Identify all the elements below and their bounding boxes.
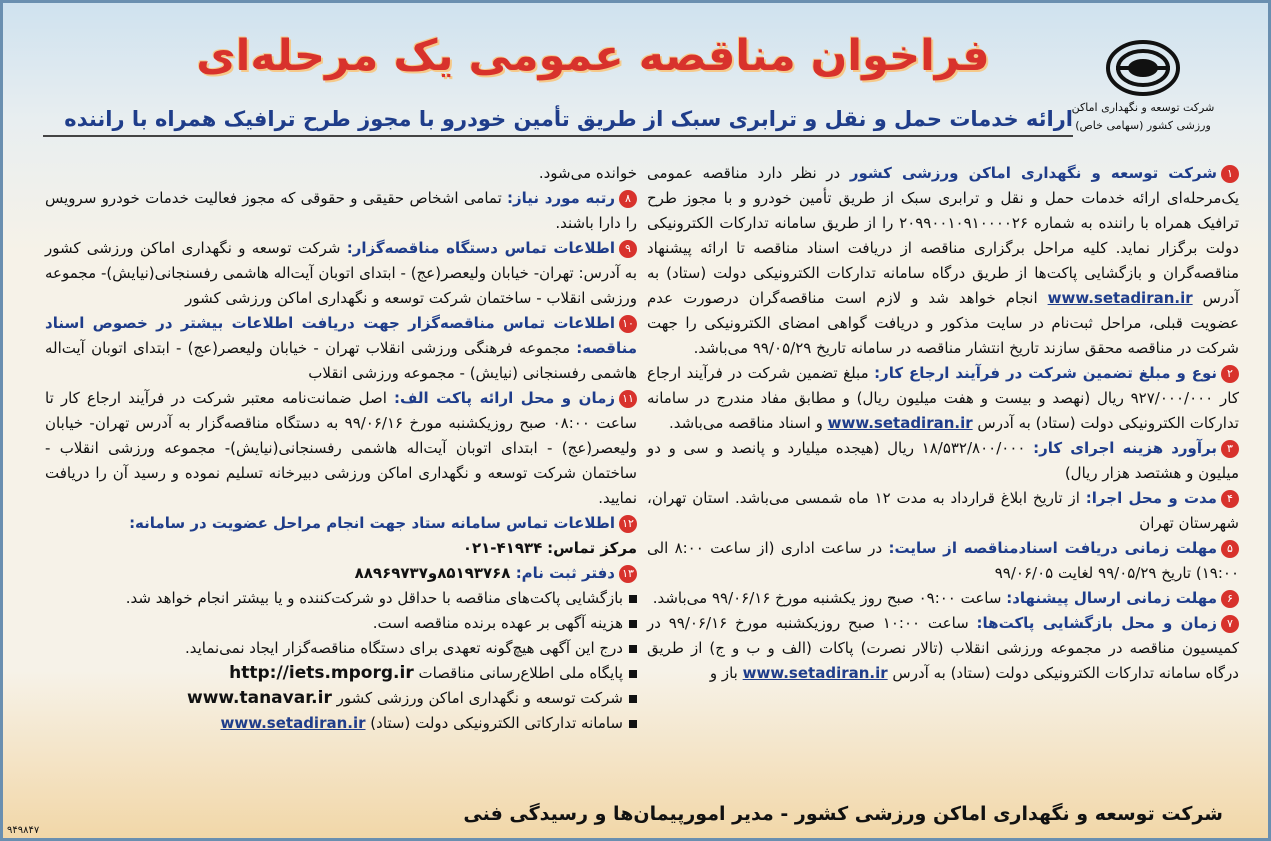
clause-number: ۴: [1221, 490, 1239, 508]
iets-link[interactable]: http://iets.mporg.ir: [229, 663, 414, 683]
clause-7-continuation: خوانده می‌شود.: [538, 164, 637, 182]
clause-number: ۵: [1221, 540, 1239, 558]
clause-heading: اطلاعات تماس سامانه ستاد جهت انجام مراحل عضویت در سامانه:: [129, 514, 615, 532]
logo-caption-line-2: ورزشی کشور (سهامی خاص): [1075, 119, 1211, 132]
clause-text: ساعت ۰۹:۰۰ صبح روز یکشنبه مورخ ۹۹/۰۶/۱۶ می‌باشد.: [652, 589, 1007, 607]
clause-text: مبلغ تضمین شرکت در فرآیند ارجاع کار ۹۲۷/۰۰۰/۰۰۰ ریال (نهصد و بیست و هفت میلیون ریال) و مطابق مفاد مندرج در سامانه تدارکات الکترونیکی دولت (ستاد) به آدرس: [647, 364, 1239, 432]
clause-9: [45, 236, 637, 311]
clause-heading: رتبه مورد نیاز:: [507, 189, 615, 207]
clause-number: ۲: [1221, 365, 1239, 383]
right-column: [647, 161, 1239, 686]
bullet-icon: [629, 595, 637, 603]
clause-1: [647, 161, 1239, 361]
note-text: بازگشایی پاکت‌های مناقصه با حداقل دو شرکت‌کننده و یا بیشتر انجام خواهد شد.: [125, 589, 623, 607]
clause-number: ۸: [619, 190, 637, 208]
clause-text: ساعت ۱۰:۰۰ صبح روزیکشنبه مورخ ۹۹/۰۶/۱۶ در کمیسیون مناقصه در مجموعه ورزشی انقلاب (تالار نصرت) پاکات (الف و ب و ج) از طریق درگاه سامانه تدارکات الکترونیکی دولت (ستاد) به آدرس: [647, 614, 1239, 682]
clause-heading: مهلت زمانی دریافت اسنادمناقصه از سایت:: [888, 539, 1217, 557]
clause-3: [647, 436, 1239, 486]
clause-heading: زمان و محل بازگشایی پاکت‌ها:: [976, 614, 1217, 632]
clause-heading: مدت و محل اجرا:: [1085, 489, 1217, 507]
bullet-icon: [629, 695, 637, 703]
note-text: درج این آگهی هیچ‌گونه تعهدی برای دستگاه مناقصه‌گزار ایجاد نمی‌نماید.: [184, 639, 623, 657]
clause-6: [647, 586, 1239, 611]
note-item: [45, 711, 637, 736]
note-item: [45, 686, 637, 711]
note-item: [45, 586, 637, 611]
clause-heading: اطلاعات تماس مناقصه‌گزار جهت دریافت اطلاعات بیشتر در خصوص اسناد مناقصه:: [45, 314, 637, 357]
clause-text: و اسناد مناقصه می‌باشد.: [668, 414, 828, 432]
clause-text: شرکت توسعه و نگهداری اماکن ورزشی کشور به آدرس: تهران- خیابان ولیعصر(عج) - ابتدای اتوبان آیت‌اله هاشمی رفسنجانی(نیایش)- مجموعه ورزشی انقلاب - ساختمان شرکت توسعه و نگهداری اماکن ورزشی کشور: [45, 239, 637, 307]
bullet-icon: [629, 720, 637, 728]
clause-number: ۷: [1221, 615, 1239, 633]
clause-text: اصل ضمانت‌نامه معتبر شرکت در فرآیند ارجاع کار تا ساعت ۰۸:۰۰ صبح روزیکشنبه مورخ ۹۹/۰۶/۱۶ به دستگاه مناقصه‌گزار به آدرس تهران- خیابان ولیعصر(عج) - ابتدای اتوبان آیت‌اله هاشمی رفسنجانی(نیایش)- مجموعه ورزشی انقلاب - ساختمان شرکت توسعه و نگهداری اماکن ورزشی دبیرخانه تسلیم نموده و رسید آن را دریافت نمایید.: [45, 389, 637, 507]
organization-logo: [1068, 39, 1218, 133]
bullet-icon: [629, 620, 637, 628]
clause-heading: اطلاعات تماس دستگاه مناقصه‌گزار:: [346, 239, 616, 257]
clause-5: [647, 536, 1239, 586]
call-center-number: ۰۲۱-۴۱۹۳۴: [462, 539, 543, 557]
clause-heading: شرکت توسعه و نگهداری اماکن ورزشی کشور: [849, 164, 1217, 182]
notice-body: [45, 161, 1239, 781]
call-center: [45, 536, 637, 561]
setadiran-link[interactable]: www.setadiran.ir: [742, 664, 888, 682]
bullet-icon: [629, 670, 637, 678]
clause-number: ۱۲: [619, 515, 637, 533]
clause-number: ۱: [1221, 165, 1239, 183]
clause-text: از تاریخ ابلاغ قرارداد به مدت ۱۲ ماه شمسی می‌باشد. استان تهران، شهرستان تهران: [647, 489, 1239, 532]
clause-heading: زمان و محل ارائه پاکت الف:: [394, 389, 615, 407]
clause-text: تمامی اشخاص حقیقی و حقوقی که مجوز فعالیت خدمات خودرو سرویس را دارا باشند.: [45, 189, 637, 232]
clause-text: در نظر دارد مناقصه عمومی یک‌مرحله‌ای ارائه خدمات حمل و نقل و ترابری سبک از طریق تأمین خودرو و با مجوز طرح ترافیک همراه با راننده به شماره ۲۰۹۹۰۰۱۰۹۱۰۰۰۰۲۶ را از طریق سامانه تدارکات الکترونیکی دولت برگزار نماید. کلیه مراحل برگزاری مناقصه از دریافت اسناد مناقصه تا ارائه پیشنهاد مناقصه‌گران و بازگشایی پاکت‌ها از طریق درگاه سامانه تدارکات الکترونیکی دولت (ستاد) به آدرس: [647, 164, 1240, 307]
clause-heading: مهلت زمانی ارسال پیشنهاد:: [1006, 589, 1217, 607]
notice-title: فراخوان مناقصه عمومی یک مرحله‌ای: [196, 31, 990, 81]
clause-2: [647, 361, 1239, 436]
tanavar-link[interactable]: www.tanavar.ir: [187, 688, 332, 708]
call-center-label: مرکز تماس:: [547, 539, 637, 557]
clause-number: ۶: [1221, 590, 1239, 608]
clause-text: باز و: [709, 664, 743, 682]
clause-12: [45, 511, 637, 536]
notice-subtitle: ارائه خدمات حمل و نقل و ترابری سبک از طریق تأمین خودرو با مجوز طرح ترافیک همراه با راننده: [43, 107, 1073, 137]
setadiran-link[interactable]: www.setadiran.ir: [220, 714, 366, 732]
logo-caption-line-1: شرکت توسعه و نگهداری اماکن: [1071, 101, 1215, 114]
note-text: هزینه آگهی بر عهده برنده مناقصه است.: [372, 614, 623, 632]
note-text: سامانه تدارکاتی الکترونیکی دولت (ستاد): [365, 714, 623, 732]
clause-number: ۱۱: [619, 390, 637, 408]
clause-text: ۱۸/۵۳۲/۸۰۰/۰۰۰ ریال (هیجده میلیارد و پانصد و سی و دو میلیون و هشتصد هزار ریال): [647, 439, 1239, 482]
notice-footer: شرکت توسعه و نگهداری اماکن ورزشی کشور - مدیر امورپیمان‌ها و رسیدگی فنی: [463, 803, 1223, 825]
registration-phone: ۸۵۱۹۳۷۶۸و۸۸۹۶۹۷۳۷: [354, 564, 516, 582]
clause-13: [45, 561, 637, 586]
organization-logo-icon: [1106, 39, 1180, 97]
clause-4: [647, 486, 1239, 536]
bullet-icon: [629, 645, 637, 653]
note-text: پایگاه ملی اطلاع‌رسانی مناقصات: [413, 664, 623, 682]
clause-text: انجام خواهد شد و لازم است مناقصه‌گران درصورت عدم عضویت قبلی، مراحل ثبت‌نام در سایت مذکور و دریافت گواهی امضای الکترونیکی را جهت شرکت در مناقصه محقق سازند تاریخ انتشار مناقصه در سامانه تاریخ ۹۹/۰۵/۲۹ می‌باشد.: [647, 289, 1239, 357]
clause-number: ۹: [619, 240, 637, 258]
setadiran-link[interactable]: www.setadiran.ir: [827, 414, 973, 432]
clause-text: مجموعه فرهنگی ورزشی انقلاب تهران - خیابان ولیعصر(عج) - ابتدای اتوبان آیت‌اله هاشمی رفسنجانی (نیایش) - مجموعه ورزشی انقلاب: [45, 339, 637, 382]
note-text: شرکت توسعه و نگهداری اماکن ورزشی کشور: [331, 689, 623, 707]
clause-number: ۳: [1221, 440, 1239, 458]
clause-8: [45, 186, 637, 236]
note-item: [45, 636, 637, 661]
clause-10: [45, 311, 637, 386]
clause-11: [45, 386, 637, 511]
clause-number: ۱۰: [619, 315, 637, 333]
note-item: [45, 611, 637, 636]
left-column: [45, 161, 637, 736]
clause-heading: دفتر ثبت نام:: [515, 564, 615, 582]
notice-code: ۹۴۹۸۴۷: [7, 825, 40, 836]
clause-number: ۱۳: [619, 565, 637, 583]
clause-7: [647, 611, 1239, 686]
setadiran-link[interactable]: www.setadiran.ir: [1047, 289, 1193, 307]
clause-heading: نوع و مبلغ تضمین شرکت در فرآیند ارجاع کار:: [874, 364, 1217, 382]
clause-heading: برآورد هزینه اجرای کار:: [1033, 439, 1217, 457]
clause-text: در ساعت اداری (از ساعت ۸:۰۰ الی ۱۹:۰۰) تاریخ ۹۹/۰۵/۲۹ لغایت ۹۹/۰۶/۰۵: [647, 539, 1239, 582]
note-item: [45, 661, 637, 686]
